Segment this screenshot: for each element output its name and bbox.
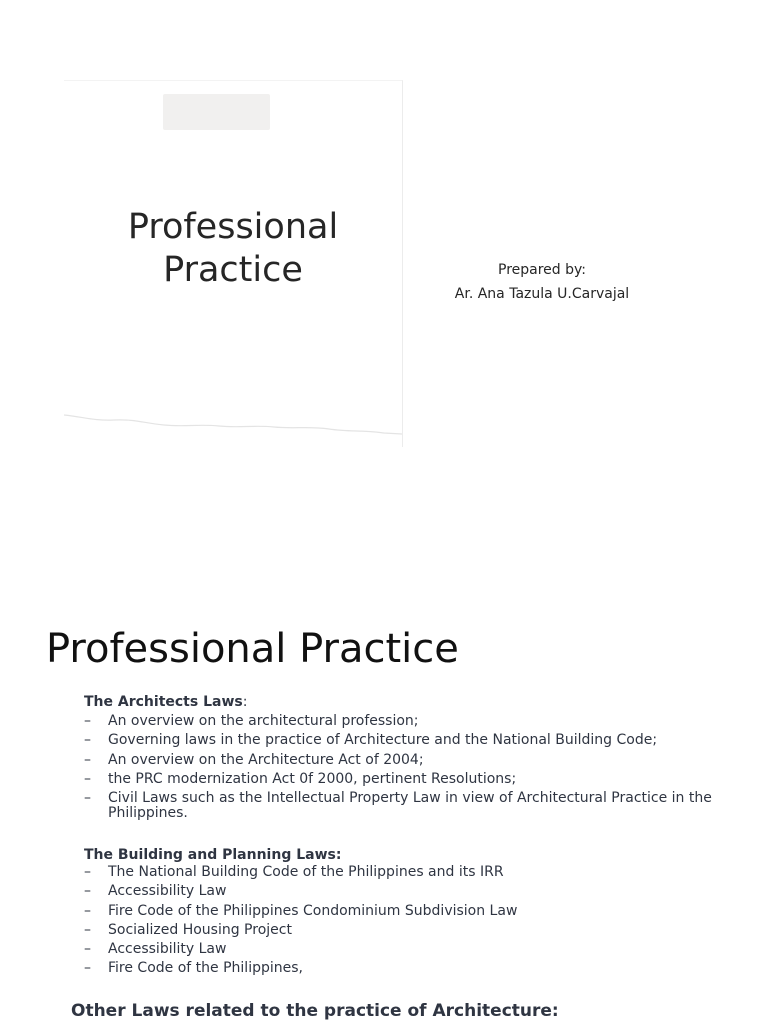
list-item [84,884,744,899]
list-item [84,923,744,938]
slide-title: Professional Practice [46,626,459,672]
bullet-dash: – [84,921,91,938]
author-name: Ar. Ana Tazula U.Carvajal [454,286,630,302]
list-item-text: An overview on the Architecture Act of 2004; [108,751,424,768]
list-item [84,753,744,768]
list-item-text: Civil Laws such as the Intellectual Property Law in view of Architectural Practice in the Philippines. [108,790,712,822]
tape-strip [163,94,270,130]
list-item-text: Socialized Housing Project [108,921,292,938]
title-line-2: Practice [163,250,303,290]
list-item [84,961,744,976]
bullet-dash: – [84,883,91,900]
list-item-text: Accessibility Law [108,883,227,900]
list-item [84,904,744,919]
bullet-dash: – [84,732,91,749]
list-item [84,772,744,787]
building-planning-laws-list [84,865,744,981]
list-item [84,733,744,748]
section-heading-text: The Architects Laws [84,694,243,710]
section-heading-architects-laws [84,693,247,712]
bullet-dash: – [84,902,91,919]
list-item [84,865,744,880]
prepared-by-block [432,258,652,306]
prepared-by-label: Prepared by: [498,262,586,278]
list-item-text: Fire Code of the Philippines, [108,960,303,977]
list-item-text: The National Building Code of the Philippines and its IRR [108,864,504,880]
bullet-dash: – [84,713,91,729]
list-item-text: An overview on the architectural profession; [108,713,419,729]
title-line-1: Professional [127,207,339,247]
section-heading-colon: : [242,694,248,710]
other-laws-heading: Other Laws related to the practice of Architecture: [71,1001,559,1021]
list-item [84,791,744,821]
section-heading-text: The Building and Planning Laws: [84,847,342,863]
presentation-title [64,206,402,292]
torn-edge-graphic [64,407,402,447]
list-item-text: Governing laws in the practice of Architecture and the National Building Code; [108,732,658,749]
bullet-dash: – [84,751,91,768]
content-slide [0,600,768,1024]
bullet-dash: – [84,960,91,977]
list-item-text: Accessibility Law [108,941,227,958]
list-item-text: Fire Code of the Philippines Condominium Subdivision Law [108,902,518,919]
list-item [84,942,744,957]
bullet-dash: – [84,770,91,787]
section-heading-building-planning-laws [84,846,341,865]
bullet-dash: – [84,864,91,880]
bullet-dash: – [84,790,91,807]
list-item [84,714,744,729]
architects-laws-list [84,714,744,825]
list-item-text: the PRC modernization Act 0f 2000, pertinent Resolutions; [108,770,517,787]
bullet-dash: – [84,941,91,958]
